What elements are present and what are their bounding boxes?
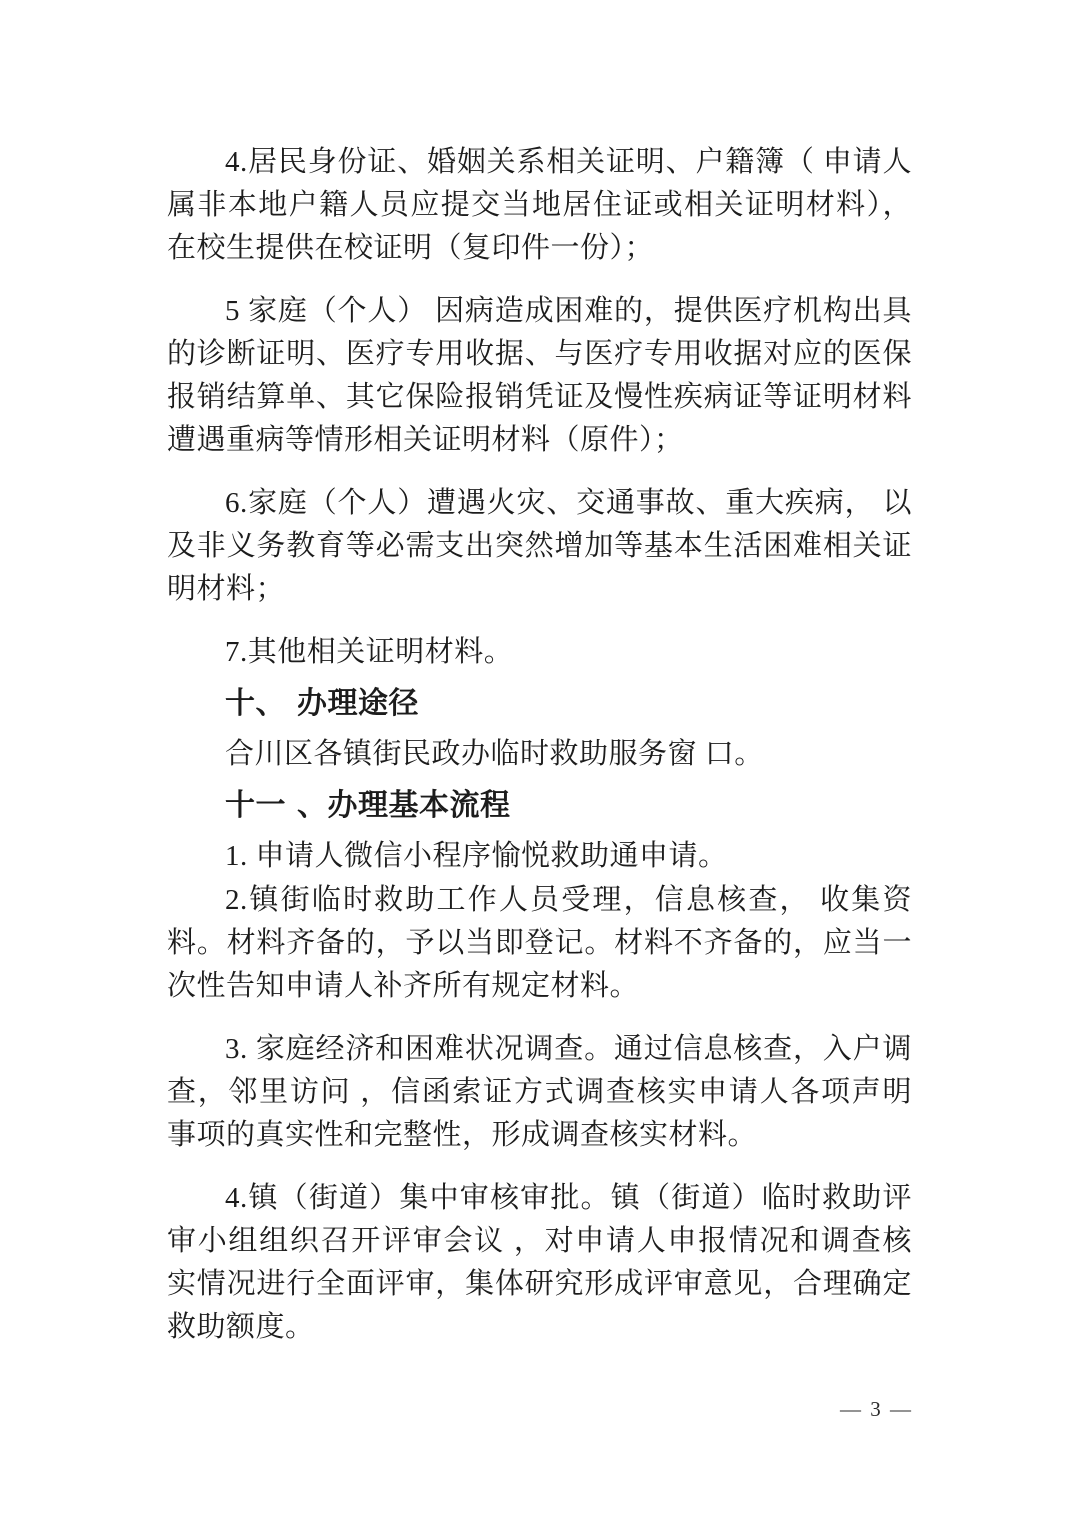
- body-paragraph: 3. 家庭经济和困难状况调查。通过信息核查，入户调查，邻里访问 ，信函索证方式调查核实申请人各项声明事项的真实性和完整性，形成调查核实材料。: [167, 1033, 912, 1151]
- body-paragraph: 6.家庭（个人）遭遇火灾、交通事故、重大疾病， 以及非义务教育等必需支出突然增加等基本生活困难相关证明材料；: [167, 487, 912, 605]
- body-paragraph: 合川区各镇街民政办临时救助服务窗 口。: [225, 738, 764, 770]
- document-body: [167, 141, 912, 1349]
- page-number: — 3 —: [840, 1397, 913, 1421]
- body-paragraph: 1. 申请人微信小程序愉悦救助通申请。: [225, 840, 728, 872]
- body-paragraph: 4.居民身份证、婚姻关系相关证明、户籍簿（ 申请人属非本地户籍人员应提交当地居住证或相关证明材料），在校生提供在校证明（复印件一份）；: [167, 146, 912, 264]
- body-paragraph: 4.镇（街道）集中审核审批。镇（街道）临时救助评审小组组织召开评审会议 ，对申请人申报情况和调查核实情况进行全面评审，集体研究形成评审意见，合理确定救助额度。: [167, 1182, 912, 1343]
- body-paragraph: 7.其他相关证明材料。: [225, 636, 514, 668]
- section-heading: 十一 、办理基本流程: [225, 788, 511, 823]
- body-paragraph: 5 家庭（个人） 因病造成困难的，提供医疗机构出具的诊断证明、医疗专用收据、与医疗专用收据对应的医保报销结算单、其它保险报销凭证及慢性疾病证等证明材料遭遇重病等情形相关证明材料（原件）；: [167, 295, 912, 456]
- body-paragraph: 2.镇街临时救助工作人员受理，信息核查， 收集资料。材料齐备的，予以当即登记。材料不齐备的，应当一次性告知申请人补齐所有规定材料。: [167, 884, 912, 1002]
- section-heading: 十、 办理途径: [225, 686, 419, 721]
